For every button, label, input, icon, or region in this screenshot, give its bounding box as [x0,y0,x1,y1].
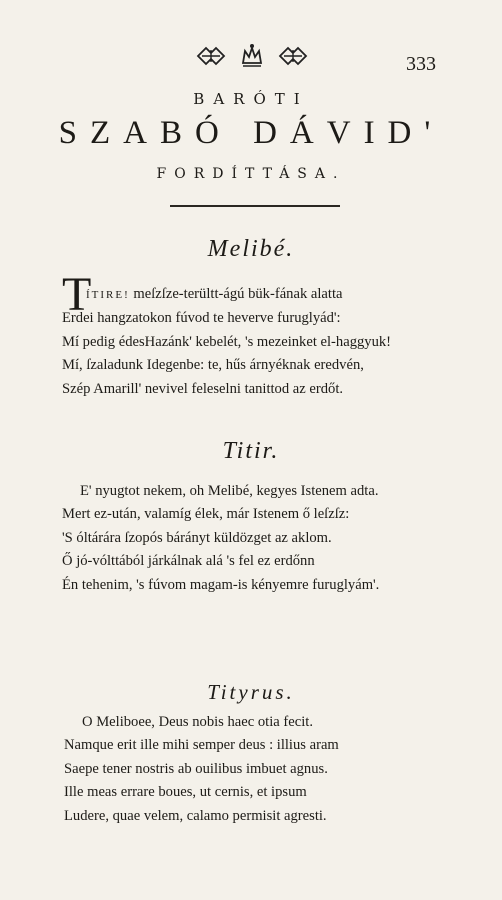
verse-line: 'S óltárára ſzopós bárányt küldözget az aklom. [62,529,332,546]
verse-block-tityrus [64,711,339,828]
verse-line: Namque erit ille mihi semper deus : illius aram [64,737,339,754]
verse-line: Én tehenim, 's fúvom magam-is kényemre furuglyám'. [62,576,380,593]
verse-line: Mert ez-után, valamíg élek, már Istenem ő leſzſz: [62,506,350,523]
title-line-1: BARÓTI [193,90,309,108]
verse-line: E' nyugtot nekem, oh Melibé, kegyes Istenem adta. [80,483,379,499]
fleuron-icon [278,41,308,75]
verse-line: Szép Amarill' nevivel feleselni tanittod az erdőt. [62,380,344,397]
verse-line: Erdei hangzatokon fúvod te heverve furuglyád': [62,310,341,327]
fleuron-icon [196,41,226,75]
speaker-heading-titir: Titir. [222,438,280,464]
verse-line: Ő jó-vólttából járkálnak alá 's fel ez erdőnn [62,553,315,570]
page-number: 333 [406,53,436,75]
title-line-3: FORDÍTTÁSA. [156,166,346,182]
verse-line: Saepe tener nostris ab ouilibus imbuet agnus. [64,760,328,777]
verse-block-titir [62,480,379,597]
verse-line: O Meliboee, Deus nobis haec otia fecit. [82,714,313,730]
verse-line: Ille meas errare boues, ut cernis, et ipsum [64,784,307,801]
verse-block-melibe [62,268,392,401]
drop-cap: T [62,268,92,321]
verse-line: Ludere, quae velem, calamo permisit agresti. [64,807,327,824]
speaker-heading-tityrus: Tityrus. [207,680,295,704]
crown-fleuron-icon [237,41,267,75]
verse-line: Mí, ſzaladunk Idegenbe: te, hűs árnyéknak eredvén, [62,357,364,374]
header-ornament [196,40,308,76]
divider-rule [170,205,340,207]
first-word: ÍTIRE! [86,289,130,301]
speaker-heading-melibe: Melibé. [207,236,295,262]
verse-line: Mí pedig édesHazánk' kebelét, 's mezeinket el-haggyuk! [62,333,392,350]
verse-line-text: meſzſze-terültt-ágú bük-fának alatta [133,286,343,302]
title-line-2: SZABÓ DÁVID' [58,115,444,151]
